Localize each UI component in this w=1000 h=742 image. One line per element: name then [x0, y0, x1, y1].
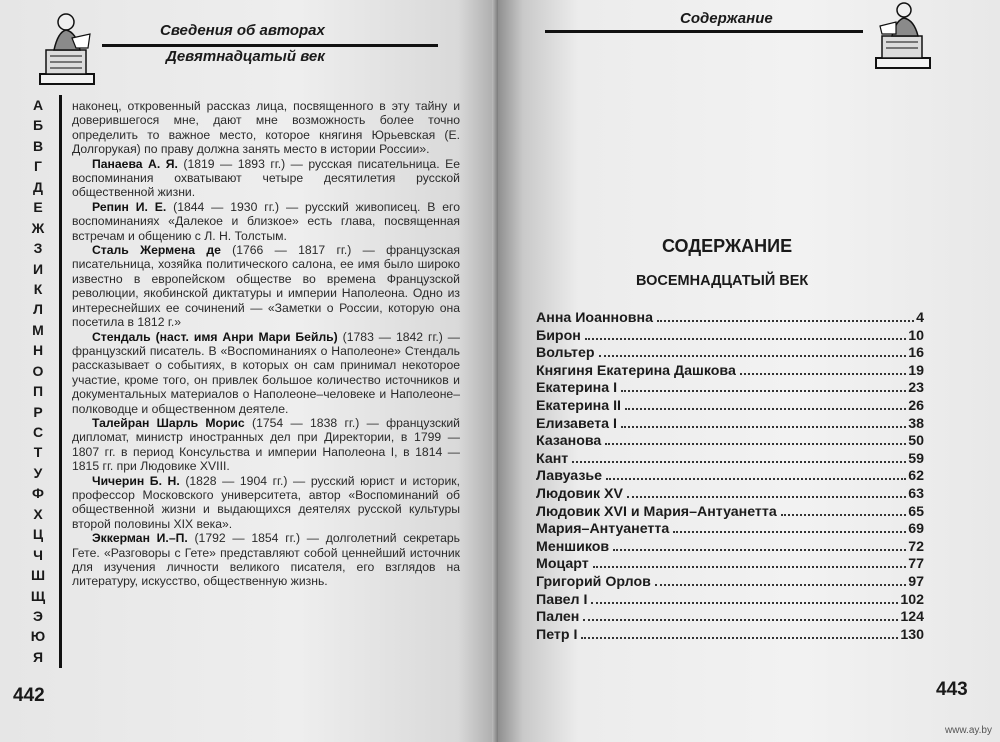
toc-leader-dots [625, 408, 906, 410]
toc-entry-title: Григорий Орлов [536, 573, 651, 590]
toc-entry[interactable] [536, 345, 924, 363]
toc-leader-dots [621, 426, 906, 428]
toc-entry-title: Людовик XVI и Мария–Антуанетта [536, 503, 777, 520]
alphabet-divider [59, 95, 62, 668]
author-description: (1766 — 1817 гг.) — французская писательница, хозяйка политического салона, ее имя было широко известно в европейском обществе во времена Французской революции, якобинской диктатуры и империи Наполеона. Одно из интереснейших ее сочинений — «Заметки о России, которую она посетила в 1812 г.» [72, 243, 460, 330]
author-entry [72, 416, 460, 474]
toc-entry-title: Елизавета I [536, 415, 617, 432]
watermark: www.ay.by [944, 725, 992, 736]
toc-entry-page: 97 [908, 573, 924, 590]
alphabet-letter[interactable]: С [32, 424, 44, 440]
author-name: Репин И. Е. [92, 199, 167, 214]
alphabet-letter[interactable]: Р [33, 403, 43, 420]
alphabet-letter[interactable]: Е [33, 199, 43, 216]
alphabet-letter[interactable]: Ю [30, 628, 46, 645]
toc-entry[interactable] [536, 504, 924, 522]
author-name: Эккерман И.–П. [92, 531, 188, 546]
toc-entry-page: 102 [900, 591, 924, 608]
author-name: Стендаль (наст. имя Анри Мари Бейль) [92, 329, 338, 344]
toc-entry-title: Казанова [536, 433, 602, 450]
alphabet-letter[interactable]: Б [32, 117, 44, 134]
toc-entry-page: 62 [908, 468, 924, 485]
toc-leader-dots [599, 355, 907, 357]
left-page [0, 0, 498, 742]
toc-entry[interactable] [536, 328, 924, 346]
alphabet-letter[interactable]: Щ [30, 587, 46, 604]
alphabet-letter[interactable]: Ч [33, 546, 43, 563]
alphabet-letter[interactable]: Г [34, 158, 42, 175]
toc-leader-dots [673, 531, 906, 533]
author-name: Чичерин Б. Н. [92, 473, 180, 488]
toc-heading: СОДЕРЖАНИЕ [662, 236, 793, 256]
toc-entry-title: Пален [536, 609, 580, 626]
page-number-left: 442 [13, 685, 45, 706]
toc-entry-title: Мария–Антуанетта [536, 521, 670, 538]
toc-entry-title: Павел I [536, 591, 588, 608]
alphabet-letter[interactable]: П [32, 383, 44, 400]
toc-entry[interactable] [536, 556, 924, 574]
toc-entry-page: 26 [908, 397, 924, 414]
alphabet-letter[interactable]: Д [33, 178, 43, 195]
alphabet-letter[interactable]: В [32, 137, 44, 154]
scholar-figure-icon [36, 8, 98, 88]
toc-entry-page: 23 [908, 380, 924, 397]
alphabet-letter[interactable]: Ф [32, 485, 44, 502]
intro-paragraph: наконец, откровенный рассказ лица, посвященного в эту тайну и доверившегося мне, дают мне возможность более точно определить то важное место, которое княгиня Юрьевская (Е. Долгорукая) по праву должна занять место в истории России». [72, 99, 460, 157]
toc-leader-dots [583, 619, 898, 621]
toc-entry-page: 38 [908, 415, 924, 432]
toc-leader-dots [606, 478, 906, 480]
author-entry [72, 474, 460, 532]
running-head-title: Сведения об авторах [160, 22, 325, 39]
toc-entry-page: 124 [900, 609, 924, 626]
toc-leader-dots [781, 514, 906, 516]
alphabet-letter[interactable]: З [33, 240, 43, 257]
toc-entry-page: 50 [908, 433, 924, 450]
alphabet-letter[interactable]: Н [32, 342, 44, 359]
toc-entry[interactable] [536, 486, 924, 504]
toc-entry-title: Анна Иоанновна [536, 310, 653, 326]
toc-entry[interactable] [536, 609, 924, 627]
toc-entry[interactable] [536, 451, 924, 469]
author-entry [72, 157, 460, 200]
alphabet-letter[interactable]: Ж [31, 219, 45, 236]
header-rule [102, 44, 438, 47]
toc-entry-title: Меншиков [536, 538, 610, 555]
alphabet-index [18, 98, 58, 664]
toc-entry[interactable] [536, 592, 924, 610]
toc-entry[interactable] [536, 433, 924, 451]
toc-entry-title: Петр I [536, 626, 578, 643]
toc-leader-dots [605, 443, 906, 445]
page-number-right: 443 [936, 679, 968, 700]
scholar-figure-icon [872, 0, 934, 72]
alphabet-letter[interactable]: И [32, 260, 44, 277]
alphabet-letter[interactable]: А [32, 97, 44, 113]
toc-leader-dots [613, 549, 906, 551]
toc-entry-page: 63 [908, 485, 924, 502]
toc-leader-dots [627, 496, 906, 498]
toc-entry-title: Бирон [536, 327, 581, 344]
toc-entry-title: Лавуазье [536, 468, 602, 485]
toc-leader-dots [581, 637, 898, 639]
toc-entry-page: 4 [916, 310, 924, 326]
toc-entry-page: 19 [908, 362, 924, 379]
toc-entry[interactable] [536, 574, 924, 592]
toc-entry-title: Екатерина II [536, 397, 621, 414]
author-description: (1783 — 1842 гг.) — французский писатель. В «Воспоминаниях о Наполеоне» Стендаль рассказывает о событиях, в которых он сам принимал некоторое участие, кроме того, он привлек большое количество источников и документальных материалов о Наполеоне–человеке и Наполеоне–полководце и общественном деятеле. [72, 329, 460, 416]
toc-entry-page: 77 [908, 556, 924, 573]
toc-entry[interactable] [536, 468, 924, 486]
toc-leader-dots [593, 566, 907, 568]
toc-subheading: ВОСЕМНАДЦАТЫЙ ВЕК [636, 273, 809, 289]
toc-entry-page: 130 [900, 626, 924, 643]
alphabet-letter[interactable]: Я [32, 648, 44, 665]
author-entry [72, 200, 460, 243]
author-entries [72, 157, 460, 589]
toc-entry-title: Вольтер [536, 345, 595, 362]
author-description: (1819 — 1893 гг.) — русская писательница. Ее воспоминания охватывают четыре десятилетия русской общественной жизни. [72, 156, 460, 200]
alphabet-letter[interactable]: Т [33, 444, 43, 461]
toc-entry[interactable] [536, 398, 924, 416]
toc-entry[interactable] [536, 416, 924, 434]
author-description: (1792 — 1854 гг.) — долголетний секретарь Гете. «Разговоры с Гете» представляют собой ценнейший источник для изучения личности великого писателя, его взглядов на литературу, искусство, общественную жизнь. [72, 531, 460, 589]
toc-entry-page: 16 [908, 345, 924, 362]
authors-text [72, 99, 460, 589]
running-head-subtitle: Девятнадцатый век [166, 48, 325, 65]
alphabet-letter[interactable]: Э [33, 607, 43, 624]
toc-entry-title: Моцарт [536, 556, 589, 573]
toc-entry-title: Екатерина I [536, 380, 618, 397]
toc-leader-dots [621, 390, 906, 392]
author-name: Панаева А. Я. [92, 156, 178, 171]
toc-entry[interactable] [536, 310, 924, 328]
toc-entry-page: 72 [908, 538, 924, 555]
toc-leader-dots [585, 338, 906, 340]
author-entry [72, 330, 460, 416]
alphabet-letter[interactable]: Л [33, 301, 43, 318]
toc-entry-page: 59 [908, 450, 924, 467]
toc-entry[interactable] [536, 380, 924, 398]
author-description: (1844 — 1930 гг.) — русский живописец. В его воспоминаниях «Далекое и близкое» есть глава, посвященная встречам и общению с Л. Н. Толстым. [72, 199, 460, 243]
toc-entry-title: Княгиня Екатерина Дашкова [536, 362, 736, 379]
toc-entry-page: 65 [908, 503, 924, 520]
toc-entry-page: 10 [908, 327, 924, 344]
toc-entry[interactable] [536, 363, 924, 381]
author-name: Талейран Шарль Морис [92, 415, 245, 430]
alphabet-letter[interactable]: Х [33, 505, 43, 522]
author-name: Сталь Жермена де [92, 243, 221, 258]
toc-leader-dots [591, 602, 898, 604]
header-rule-right [545, 30, 863, 33]
alphabet-letter[interactable]: У [33, 464, 43, 481]
toc-entry-title: Людовик XV [536, 485, 623, 502]
author-description: (1754 — 1838 гг.) — французский дипломат, министр иностранных дел при Директории, в 1799 — 1807 гг. в период Консульства и империи Наполеона I, в 1814 — 1815 гг. при Людовике XVIII. [72, 415, 460, 474]
toc-list [536, 310, 924, 644]
toc-entry[interactable] [536, 521, 924, 539]
running-head-contents: Содержание [680, 10, 773, 27]
author-entry [72, 531, 460, 589]
toc-entry[interactable] [536, 539, 924, 557]
toc-leader-dots [655, 584, 906, 586]
alphabet-letter[interactable]: Ш [30, 567, 46, 584]
alphabet-letter[interactable]: К [33, 280, 43, 297]
alphabet-letter[interactable]: Ц [32, 526, 44, 543]
toc-entry-title: Кант [536, 450, 569, 467]
toc-leader-dots [572, 461, 906, 463]
toc-entry-page: 69 [908, 521, 924, 538]
toc-leader-dots [740, 373, 906, 375]
toc-entry[interactable] [536, 627, 924, 645]
toc-leader-dots [657, 320, 914, 322]
alphabet-letter[interactable]: О [32, 362, 44, 379]
author-entry [72, 243, 460, 329]
author-description: (1828 — 1904 гг.) — русский юрист и историк, профессор Московского университета, автор «Воспоминаний об общественной жизни и выдающихся деятелях русской культуры второй половины XIX века». [72, 473, 460, 531]
alphabet-letter[interactable]: М [32, 321, 44, 338]
